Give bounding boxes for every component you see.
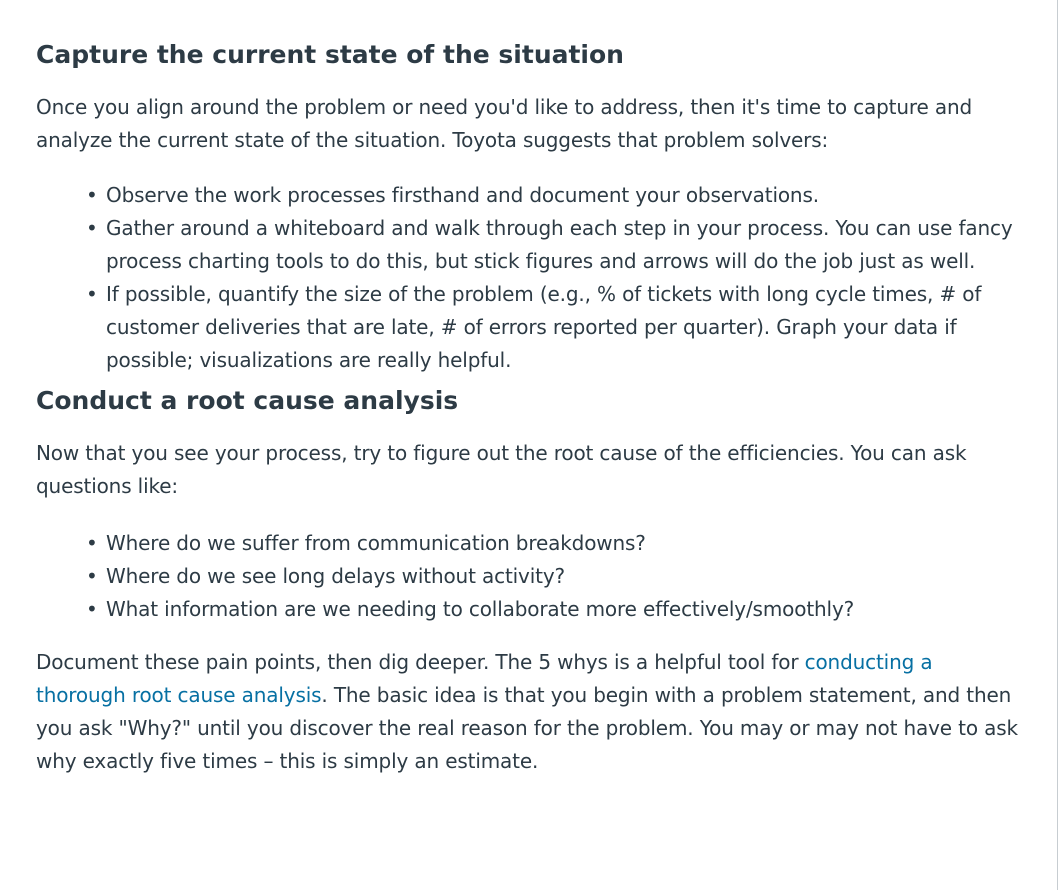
bullet-icon: •: [86, 216, 98, 240]
list-item-text: Observe the work processes firsthand and document your observations.: [106, 183, 819, 207]
list-item: [86, 593, 1026, 626]
section-heading-root-cause: Conduct a root cause analysis: [36, 386, 459, 415]
list-item-text: Where do we suffer from communication breakdowns?: [106, 531, 646, 555]
section-heading-capture-state: Capture the current state of the situation: [36, 40, 624, 69]
section-intro-root-cause: Now that you see your process, try to figure out the root cause of the efficiencies. You can ask questions like:: [36, 441, 967, 498]
closing-text-after-link: . The basic idea is that you begin with a problem statement, and then you ask "Why?" until you discover the real reason for the problem. You may or may not have to ask why exactly five times – this is simply an estimate.: [36, 683, 1018, 773]
list-item-text: If possible, quantify the size of the problem (e.g., % of tickets with long cycle times, # of customer deliveries that are late, # of errors reported per quarter). Graph your data if possible; visualizations are really helpful.: [106, 282, 982, 372]
list-item: [86, 212, 1026, 278]
bullet-icon: •: [86, 597, 98, 621]
bullet-icon: •: [86, 282, 98, 306]
list-item-text: Where do we see long delays without activity?: [106, 564, 565, 588]
list-item: [86, 560, 1026, 593]
article-content: [36, 0, 1026, 778]
list-item-text: Gather around a whiteboard and walk through each step in your process. You can use fancy process charting tools to do this, but stick figures and arrows will do the job just as well.: [106, 216, 1013, 273]
list-item-text: What information are we needing to collaborate more effectively/smoothly?: [106, 597, 855, 621]
bullet-icon: •: [86, 531, 98, 555]
list-item: [86, 179, 1026, 212]
bullet-icon: •: [86, 564, 98, 588]
root-cause-closing-paragraph: [36, 646, 1026, 778]
closing-text-before-link: Document these pain points, then dig deeper. The 5 whys is a helpful tool for: [36, 650, 805, 674]
list-item: [86, 278, 1026, 377]
root-cause-question-list: [36, 527, 1026, 626]
content-right-border: [1057, 0, 1058, 890]
capture-state-bullet-list: [36, 179, 1026, 377]
section-intro-capture-state: Once you align around the problem or need you'd like to address, then it's time to capture and analyze the current state of the situation. Toyota suggests that problem solvers:: [36, 95, 973, 152]
list-item: [86, 527, 1026, 560]
root-cause-analysis-link[interactable]: conducting a thorough root cause analysis: [36, 650, 933, 707]
bullet-icon: •: [86, 183, 98, 207]
